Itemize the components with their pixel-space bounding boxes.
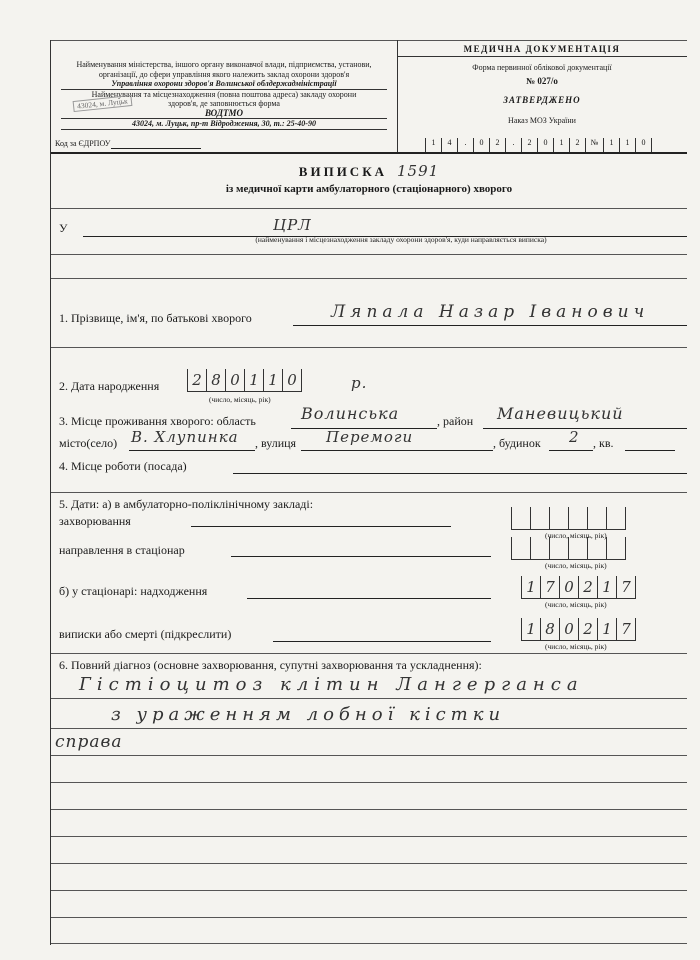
street-label: , вулиця (255, 436, 297, 450)
dob-cell: 0 (225, 369, 244, 392)
doc-title (51, 162, 687, 195)
dob-cell: 2 (187, 369, 206, 392)
admission-cell: 2 (578, 576, 597, 599)
rule-e (51, 653, 687, 654)
apt-label: , кв. (593, 436, 614, 450)
title-subtitle: із медичної карти амбулаторного (стаціонарного) хворого (225, 183, 513, 195)
referral-label: направлення в стаціонар (59, 543, 185, 557)
residence-label: 3. Місце проживання хворого: область (59, 414, 256, 428)
location-line1: Найменування та місцезнаходження (повна поштова адреса) закладу охорони (61, 89, 387, 100)
order-cells (425, 138, 652, 152)
header-right (397, 40, 687, 125)
edrpou-label: Код за ЄДРПОУ (55, 139, 111, 148)
form-number: № 027/о (526, 75, 558, 86)
faded-stamp: 43024, м. Луцьк (73, 95, 133, 112)
title-bottom-border (51, 208, 687, 209)
form-type: Форма первинної облікової документації (472, 63, 612, 72)
order-cell: 0 (473, 138, 489, 152)
referral-cell (587, 537, 606, 560)
admission-line (247, 598, 491, 599)
org-address: 43024, м. Луцьк, пр-т Відродження, 30, т.: 25-40-90 (61, 119, 387, 130)
diag-rule-6 (51, 836, 687, 837)
order-cell: 1 (553, 138, 569, 152)
dob-caption: (число, місяць, рік) (209, 395, 271, 404)
illness-cell (549, 507, 568, 530)
name-value: Ляпала Назар Іванович (331, 302, 650, 322)
raion-label: , район (437, 414, 474, 428)
discharge-label: виписки або смерті (підкреслити) (59, 627, 232, 641)
diagnosis-line3: справа (55, 732, 123, 752)
illness-cell (530, 507, 549, 530)
order-cell: № (585, 138, 603, 152)
discharge-cells (521, 619, 636, 641)
dob-cell: 1 (244, 369, 263, 392)
referral-cell (606, 537, 626, 560)
diag-rule-3 (51, 755, 687, 756)
house-line (549, 450, 593, 451)
illness-line (191, 526, 451, 527)
form-sheet (50, 40, 687, 945)
discharge-cell: 2 (578, 618, 597, 641)
order-cell: 4 (441, 138, 457, 152)
work-label: 4. Місце роботи (посада) (59, 459, 187, 473)
recipient-value: ЦРЛ (273, 216, 312, 234)
diag-rule-10 (51, 943, 687, 944)
referral-cell (530, 537, 549, 560)
dob-suffix: р. (351, 374, 368, 392)
city-line (129, 450, 255, 451)
illness-label: захворювання (59, 514, 131, 528)
title-main: ВИПИСКА (298, 164, 388, 179)
referral-cell (549, 537, 568, 560)
referral-cells (511, 538, 626, 560)
ministry-line2: організації, до сфери управління якого належить заклад охорони здоров'я (98, 69, 350, 79)
house-value: 2 (569, 428, 580, 446)
edrpou-line (111, 148, 201, 149)
order-cell: 2 (569, 138, 585, 152)
header-left (55, 60, 393, 130)
order-cell: 2 (521, 138, 537, 152)
discharge-caption: (число, місяць, рік) (545, 642, 607, 651)
referral-cell (568, 537, 587, 560)
diag-rule-7 (51, 863, 687, 864)
dob-label: 2. Дата народження (59, 379, 160, 393)
ministry-name: Управління охорони здоров'я Волинської облдержадміністрації (111, 79, 337, 88)
dob-cells (187, 370, 302, 392)
name-label: 1. Прізвище, ім'я, по батькові хворого (59, 311, 252, 325)
diag-rule-5 (51, 809, 687, 810)
admission-cells (521, 577, 636, 599)
order-cell: 0 (635, 138, 652, 152)
discharge-cell: 0 (559, 618, 578, 641)
illness-cell (587, 507, 606, 530)
ministry-line1: Найменування міністерства, іншого органу виконавчої влади, підприємства, установи, (76, 60, 372, 69)
recipient-caption: (найменування і місцезнаходження закладу охорони здоров'я, куди направляється виписка) (255, 235, 547, 244)
house-label: , будинок (493, 436, 541, 450)
diag-rule-1 (51, 698, 687, 699)
dob-cell: 8 (206, 369, 225, 392)
recipient-prefix: У (59, 221, 68, 235)
admission-cell: 0 (559, 576, 578, 599)
admission-caption: (число, місяць, рік) (545, 600, 607, 609)
referral-caption: (число, місяць, рік) (545, 561, 607, 570)
illness-cell (568, 507, 587, 530)
rule-c (51, 347, 687, 348)
header-bottom-border (51, 152, 687, 154)
order-cell: . (505, 138, 521, 152)
diagnosis-label: 6. Повний діагноз (основне захворювання, супутні захворювання та ускладнення): (59, 658, 482, 672)
admission-cell: 7 (616, 576, 636, 599)
discharge-line (273, 641, 491, 642)
approved-label: ЗАТВЕРДЖЕНО (503, 94, 581, 105)
referral-cell (511, 537, 530, 560)
discharge-cell: 8 (540, 618, 559, 641)
diag-rule-9 (51, 917, 687, 918)
rule-d (51, 492, 687, 493)
admission-cell: 7 (540, 576, 559, 599)
diag-rule-8 (51, 890, 687, 891)
admission-cell: 1 (597, 576, 616, 599)
admission-label: б) у стаціонарі: надходження (59, 584, 208, 598)
title-number: 1591 (397, 162, 440, 180)
street-line (301, 450, 493, 451)
street-value: Перемоги (326, 428, 414, 446)
diagnosis-line1: Гістіоцитоз клітин Лангерганса (79, 674, 584, 695)
dob-cell: 0 (282, 369, 302, 392)
diag-rule-4 (51, 782, 687, 783)
raion-line (483, 428, 687, 429)
discharge-cell: 1 (521, 618, 540, 641)
med-doc-title: МЕДИЧНА ДОКУМЕНТАЦІЯ (397, 44, 687, 57)
rule-a (51, 254, 687, 255)
diag-rule-2 (51, 728, 687, 729)
admission-cell: 1 (521, 576, 540, 599)
org-name: ВОДТМО (61, 109, 387, 120)
dates-heading: 5. Дати: а) в амбулаторно-поліклінічному закладі: (59, 497, 314, 511)
location-line2: здоров'я, де заповнюється форма (168, 99, 280, 108)
order-cell: 1 (619, 138, 635, 152)
order-cell: 1 (603, 138, 619, 152)
city-label: місто(село) (59, 436, 118, 450)
work-line (233, 473, 687, 474)
illness-cells (511, 508, 626, 530)
apt-line (625, 450, 675, 451)
illness-caption: (число, місяць, рік) (545, 531, 607, 540)
dob-cell: 1 (263, 369, 282, 392)
discharge-cell: 7 (616, 618, 636, 641)
illness-cell (606, 507, 626, 530)
city-value: В. Хлупинка (131, 428, 239, 446)
discharge-cell: 1 (597, 618, 616, 641)
illness-cell (511, 507, 530, 530)
name-line (293, 325, 687, 326)
order-cell: 2 (489, 138, 505, 152)
raion-value: Маневицький (497, 404, 624, 423)
order-cell: 0 (537, 138, 553, 152)
diagnosis-line2: з ураженням лобної кістки (111, 704, 506, 725)
order-cell: . (457, 138, 473, 152)
order-cell: 1 (425, 138, 441, 152)
referral-line (231, 556, 491, 557)
order-text: Наказ МОЗ України (508, 115, 576, 125)
oblast-value: Волинська (301, 404, 400, 423)
rule-b (51, 278, 687, 279)
